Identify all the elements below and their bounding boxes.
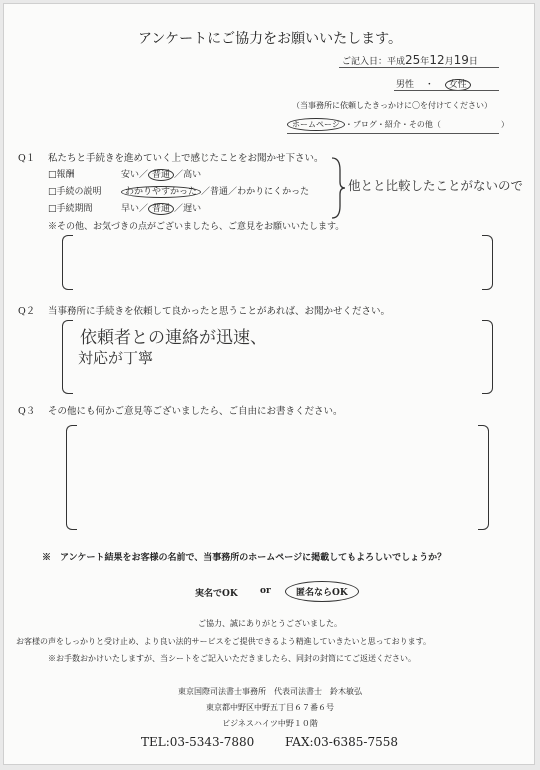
- consent-or: or: [260, 586, 271, 596]
- trigger-homepage: ホームページ: [287, 118, 345, 131]
- date-month: 12: [429, 53, 445, 67]
- gender-dot: ・: [424, 80, 434, 90]
- separator: ／: [174, 204, 184, 214]
- q1-row-fee: [48, 167, 75, 180]
- separator: ／: [201, 187, 211, 197]
- office-tel: TEL:03-5343-7880: [141, 735, 255, 749]
- separator: ／: [174, 170, 184, 180]
- brace-mark: [330, 156, 346, 220]
- q1-handwritten-note: 他とと比較したことがないので: [348, 178, 524, 193]
- page-title: アンケートにご協力をお願いいたします。: [137, 31, 403, 47]
- gender-female: 女性: [445, 79, 471, 91]
- separator: ／: [139, 204, 149, 214]
- q1-row-fee-options: [121, 167, 201, 180]
- option-normal-selected: 普通: [148, 203, 174, 215]
- checkbox[interactable]: □: [48, 170, 57, 180]
- q2-answer-line1: 依頼者との連絡が迅速、: [80, 328, 267, 348]
- date-year-unit: 年: [420, 57, 430, 67]
- date-line: [342, 53, 478, 67]
- date-month-unit: 月: [444, 57, 454, 67]
- consent-real-name[interactable]: 実名でOK: [195, 589, 238, 599]
- gender-line: [396, 77, 471, 90]
- office-name: 東京国際司法書士事務所 代表司法書士 鈴木敏弘: [178, 687, 362, 696]
- q1-row-period-options: [121, 201, 201, 214]
- option-normal-selected: 普通: [148, 169, 174, 181]
- option-hard: わかりにくかった: [237, 187, 310, 197]
- row-label: 手続の説明: [56, 187, 102, 197]
- option-slow: 遅い: [183, 204, 202, 214]
- survey-sheet: [3, 3, 535, 765]
- q2-text: 当事務所に手続きを依頼して良かったと思うことがあれば、お聞かせください。: [48, 306, 391, 317]
- option-normal: 普通: [210, 187, 229, 197]
- gender-male: 男性: [396, 80, 415, 90]
- option-fast: 早い: [121, 204, 140, 214]
- q3-answer-box-left: [66, 425, 77, 530]
- date-day: 19: [453, 53, 469, 67]
- trigger-options: [287, 119, 509, 130]
- q3-number: Q３: [18, 406, 36, 417]
- date-day-unit: 日: [468, 57, 478, 67]
- date-underline: [339, 67, 499, 68]
- trigger-underline: [287, 133, 499, 134]
- closing-thanks: ご協力、誠にありがとうございました。: [198, 619, 342, 628]
- trigger-others: ・ブログ・紹介・その他（: [344, 120, 441, 129]
- option-expensive: 高い: [183, 170, 202, 180]
- q2-answer-box-right: [482, 320, 493, 394]
- q1-comment-note: ※その他、お気づきの点がございましたら、ご意見をお願いいたします。: [48, 222, 345, 232]
- option-cheap: 安い: [121, 170, 140, 180]
- q1-comment-box-left: [62, 235, 73, 290]
- checkbox[interactable]: □: [48, 187, 57, 197]
- separator: ／: [228, 187, 238, 197]
- office-fax: FAX:03-6385-7558: [285, 735, 398, 749]
- checkbox[interactable]: □: [48, 204, 57, 214]
- closing-line2: お客様の声をしっかりと受け止め、より良い法的サービスをご提供できるよう精進していきたいと思っております。: [16, 637, 432, 646]
- q1-row-period: [48, 201, 93, 214]
- consent-question: ※ アンケート結果をお客様の名前で、当事務所のホームページに掲載してもよろしいでしょうか？: [42, 553, 447, 563]
- q2-answer-box-left: [62, 320, 73, 394]
- row-label: 報酬: [56, 170, 75, 180]
- q1-number: Q１: [18, 153, 36, 164]
- q1-row-explanation-options: [121, 184, 309, 197]
- row-label: 手続期間: [56, 204, 93, 214]
- consent-anonymous-selected[interactable]: 匿名ならOK: [285, 581, 359, 602]
- q1-text: 私たちと手続きを進めていく上で感じたことをお聞かせ下さい。: [48, 153, 324, 164]
- q2-number: Q２: [18, 306, 36, 317]
- q1-comment-box-right: [482, 235, 493, 290]
- office-address2: ビジネスハイツ中野１０階: [222, 719, 318, 728]
- q3-answer-box-right: [478, 425, 489, 530]
- q3-text: その他にも何かご意見等ございましたら、ご自由にお書きください。: [48, 406, 343, 417]
- separator: ／: [139, 170, 149, 180]
- office-address1: 東京都中野区中野五丁目６７番６号: [206, 703, 334, 712]
- trigger-note: （当事務所に依頼したきっかけに〇を付けてください）: [292, 101, 492, 110]
- gender-underline: [394, 90, 499, 91]
- q1-row-explanation: [48, 184, 102, 197]
- date-label: ご記入日：平成: [342, 57, 406, 67]
- closing-line3: ※お手数おかけいたしますが、当シートをご記入いただきましたら、同封の封筒にてご返送ください。: [48, 654, 416, 663]
- option-easy-selected: わかりやすかった: [121, 186, 201, 198]
- q2-answer-line2: 対応が丁寧: [78, 349, 154, 367]
- date-year: 25: [405, 53, 421, 67]
- trigger-close: ）: [500, 120, 509, 129]
